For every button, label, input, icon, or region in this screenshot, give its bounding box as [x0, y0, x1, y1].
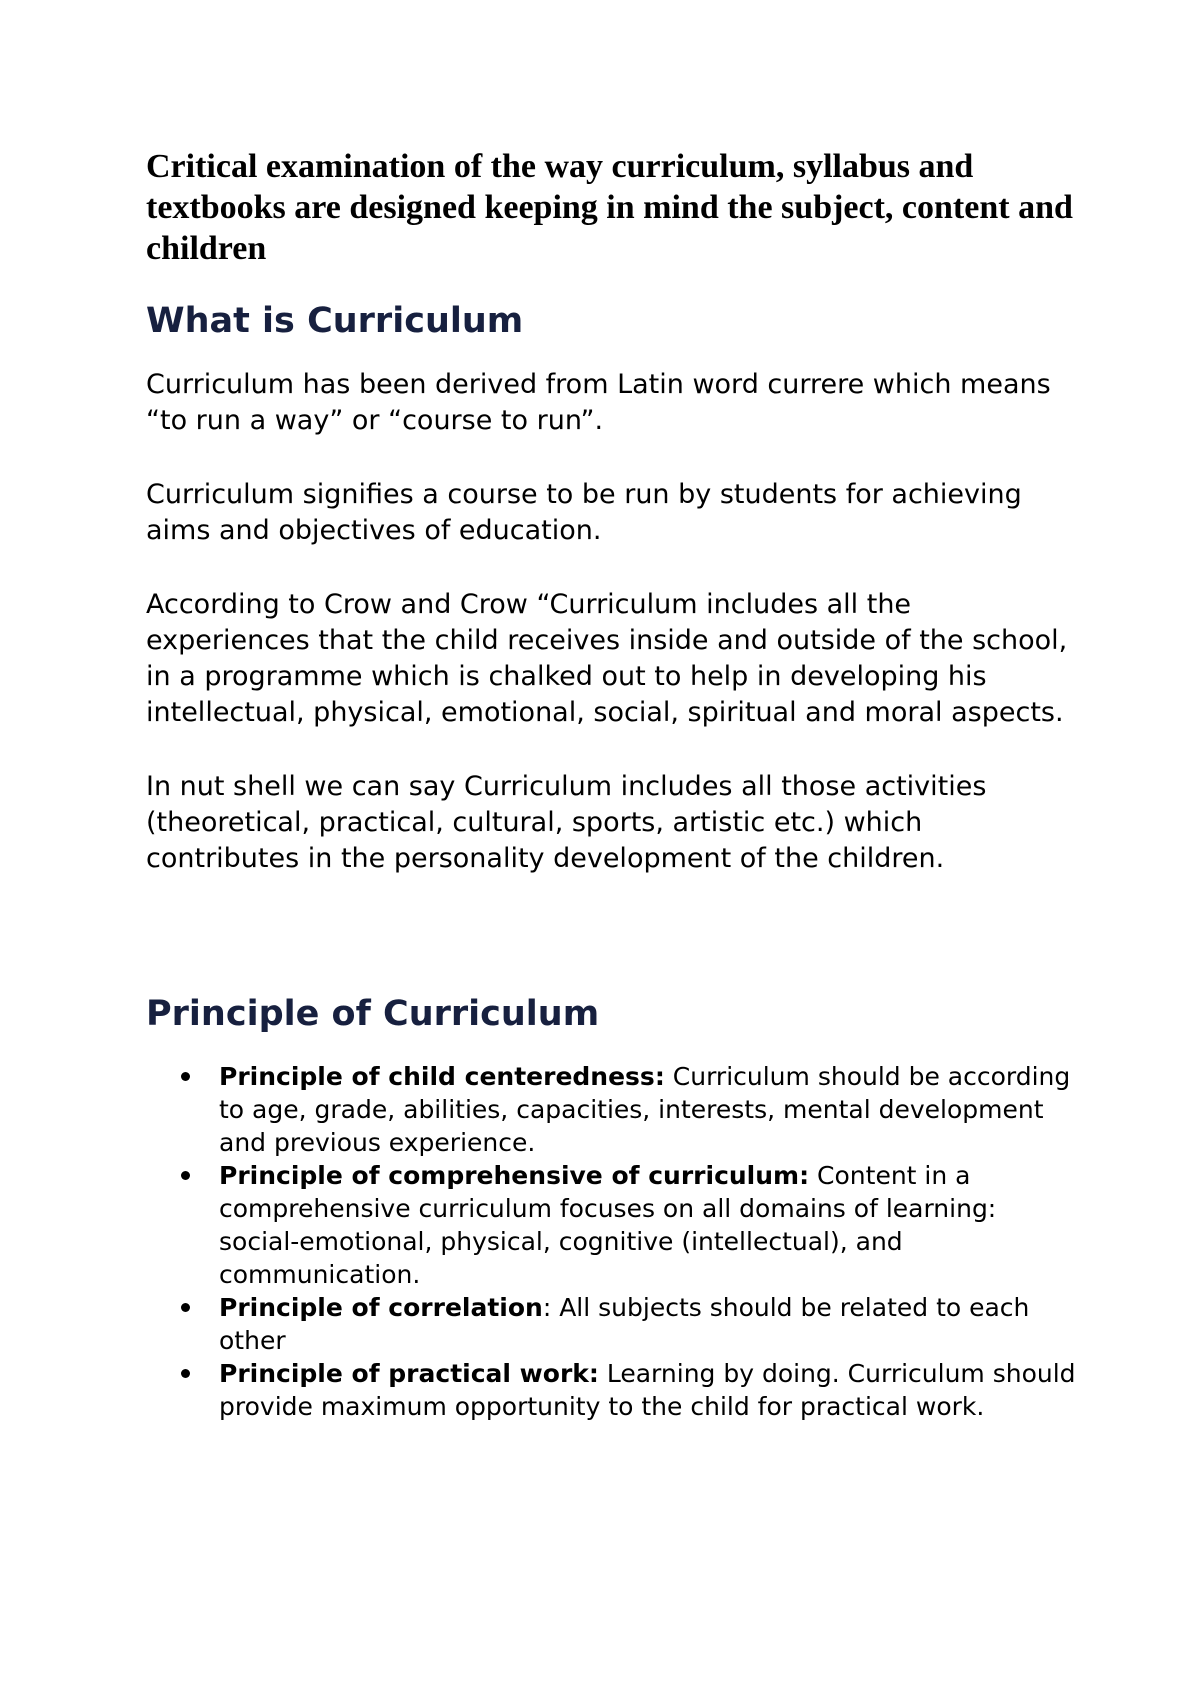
bullet-text: Learning by doing. Curriculum should provide maximum opportunity to the child for practical work.: [219, 1359, 1076, 1421]
list-item: [146, 1357, 1076, 1423]
list-item: [146, 1060, 1076, 1159]
document-content: [146, 146, 1076, 1423]
paragraph-crow-and-crow: According to Crow and Crow “Curriculum includes all the experiences that the child receives inside and outside of the school, in a programme which is chalked out to help in developing his intellectual, physical, emotional, social, spiritual and moral aspects.: [146, 589, 1068, 728]
bullet-icon: [181, 1303, 190, 1312]
bullet-text: Curriculum should be according to age, grade, abilities, capacities, interests, mental development and previous experience.: [219, 1062, 1071, 1157]
bullet-term: Principle of practical work:: [219, 1359, 599, 1388]
bullet-text: : All subjects should be related to each other: [219, 1293, 1030, 1355]
section-heading-principle-of-curriculum: Principle of Curriculum: [146, 994, 600, 1034]
bullet-icon: [181, 1369, 190, 1378]
paragraph-definition: Curriculum has been derived from Latin word currere which means “to run a way” or “course to run”.: [146, 369, 1051, 436]
principles-list: [146, 1060, 1076, 1423]
section-heading-what-is-curriculum: What is Curriculum: [146, 301, 524, 341]
bullet-term: Principle of comprehensive of curriculum:: [219, 1161, 810, 1190]
document-title: Critical examination of the way curriculum, syllabus and textbooks are designed keeping in mind the subject, content and children: [146, 148, 1073, 267]
list-item: [146, 1291, 1076, 1357]
bullet-text: Content in a comprehensive curriculum focuses on all domains of learning: social-emotional, physical, cognitive (intellectual), and communication.: [219, 1161, 997, 1289]
paragraph-nut-shell: In nut shell we can say Curriculum includes all those activities (theoretical, practical, cultural, sports, artistic etc.) which contributes in the personality development of the children.: [146, 771, 987, 874]
list-item: [146, 1159, 1076, 1291]
bullet-icon: [181, 1072, 190, 1081]
bullet-term: Principle of child centeredness:: [219, 1062, 665, 1091]
bullet-icon: [181, 1171, 190, 1180]
bullet-term: Principle of correlation: [219, 1293, 543, 1322]
paragraph-signifies: Curriculum signifies a course to be run by students for achieving aims and objectives of education.: [146, 479, 1022, 546]
